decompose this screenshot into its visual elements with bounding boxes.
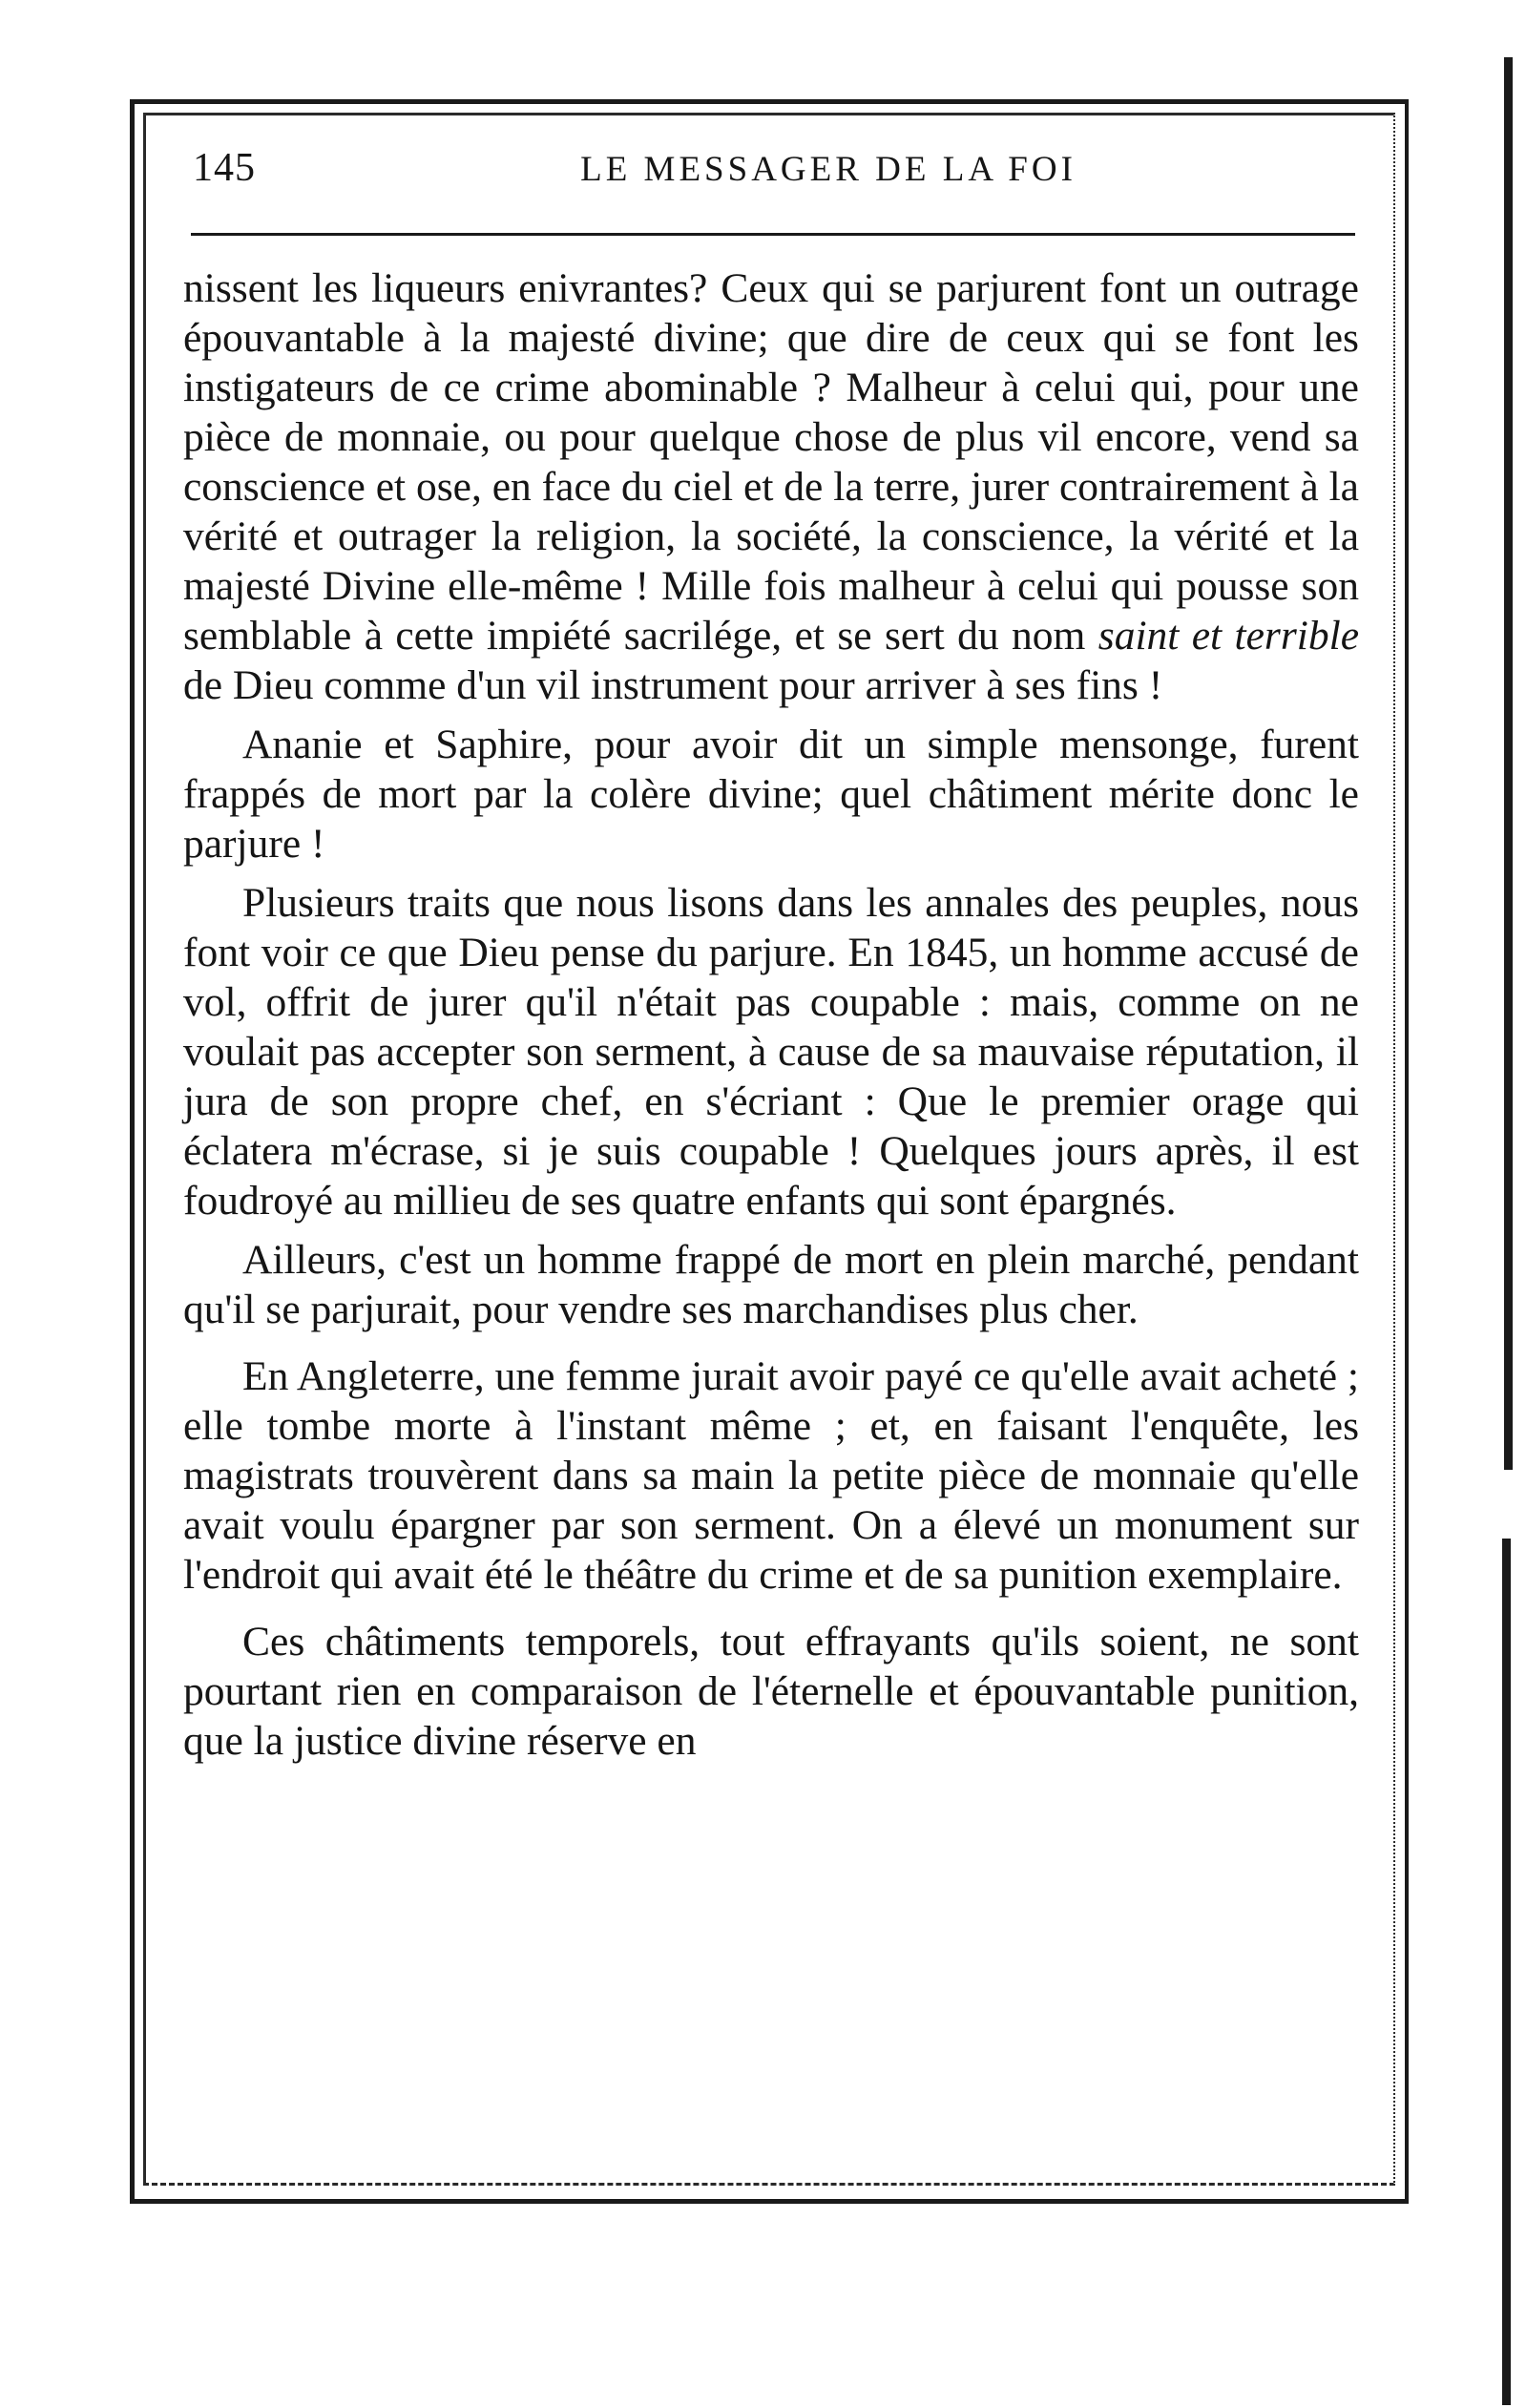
paragraph-text: de Dieu comme d'un vil instrument pour arriver à ses fins ! xyxy=(183,662,1163,708)
paragraph: Ailleurs, c'est un homme frappé de mort en plein marché, pendant qu'il se parjurait, pour vendre ses marchandises plus cher. xyxy=(183,1237,1359,1332)
header-rule xyxy=(191,233,1355,236)
paragraph xyxy=(183,263,1359,710)
body-text xyxy=(183,263,1359,1766)
running-title: LE MESSAGER DE LA FOI xyxy=(580,150,1077,189)
italic-phrase: saint et terrible xyxy=(1097,613,1360,659)
paragraph-text: nissent les liqueurs enivrantes? Ceux qui se parjurent font un outrage épouvantable à la majesté divine; que dire de ceux qui se font les instigateurs de ce crime abominable ? Malheur à celui qui, pour une pièce de monnaie, ou pour quelque chose de plus vil encore, vend sa conscience et ose, en face du ciel et de la terre, jurer contrairement à la vérité et outrager la religion, la société, la conscience, la vérité et la majesté Divine elle-même ! Mille fois malheur à celui qui pousse son semblable à cette impiété sacrilége, et se sert du nom xyxy=(183,265,1359,659)
scan-edge-mark xyxy=(1502,1539,1511,2405)
paragraph: Ananie et Saphire, pour avoir dit un simple mensonge, furent frappés de mort par la colère divine; quel châtiment mérite donc le parjure ! xyxy=(183,722,1359,867)
paragraph: Plusieurs traits que nous lisons dans les annales des peuples, nous font voir ce que Dieu pense du parjure. En 1845, un homme accusé de vol, offrit de jurer qu'il n'était pas coupable : mais, comme on ne voulait pas accepter son serment, à cause de sa mauvaise réputation, il jura de son propre chef, en s'écriant : Que le premier orage qui éclatera m'écrase, si je suis coupable ! Quelques jours après, il est foudroyé au millieu de ses quatre enfants qui sont épargnés. xyxy=(183,880,1359,1224)
paragraph: En Angleterre, une femme jurait avoir payé ce qu'elle avait acheté ; elle tombe morte à l'instant même ; et, en faisant l'enquête, les magistrats trouvèrent dans sa main la petite pièce de monnaie qu'elle avait voulu épargner par son serment. On a élevé un monument sur l'endroit qui avait été le théâtre du crime et de sa punition exemplaire. xyxy=(183,1353,1359,1598)
page-header xyxy=(183,141,1359,199)
paragraph: Ces châtiments temporels, tout effrayants qu'ils soient, ne sont pourtant rien en comparaison de l'éternelle et épouvantable punition, que la justice divine réserve en xyxy=(183,1619,1359,1764)
scan-edge-mark xyxy=(1504,57,1513,1470)
page-number: 145 xyxy=(193,146,256,190)
